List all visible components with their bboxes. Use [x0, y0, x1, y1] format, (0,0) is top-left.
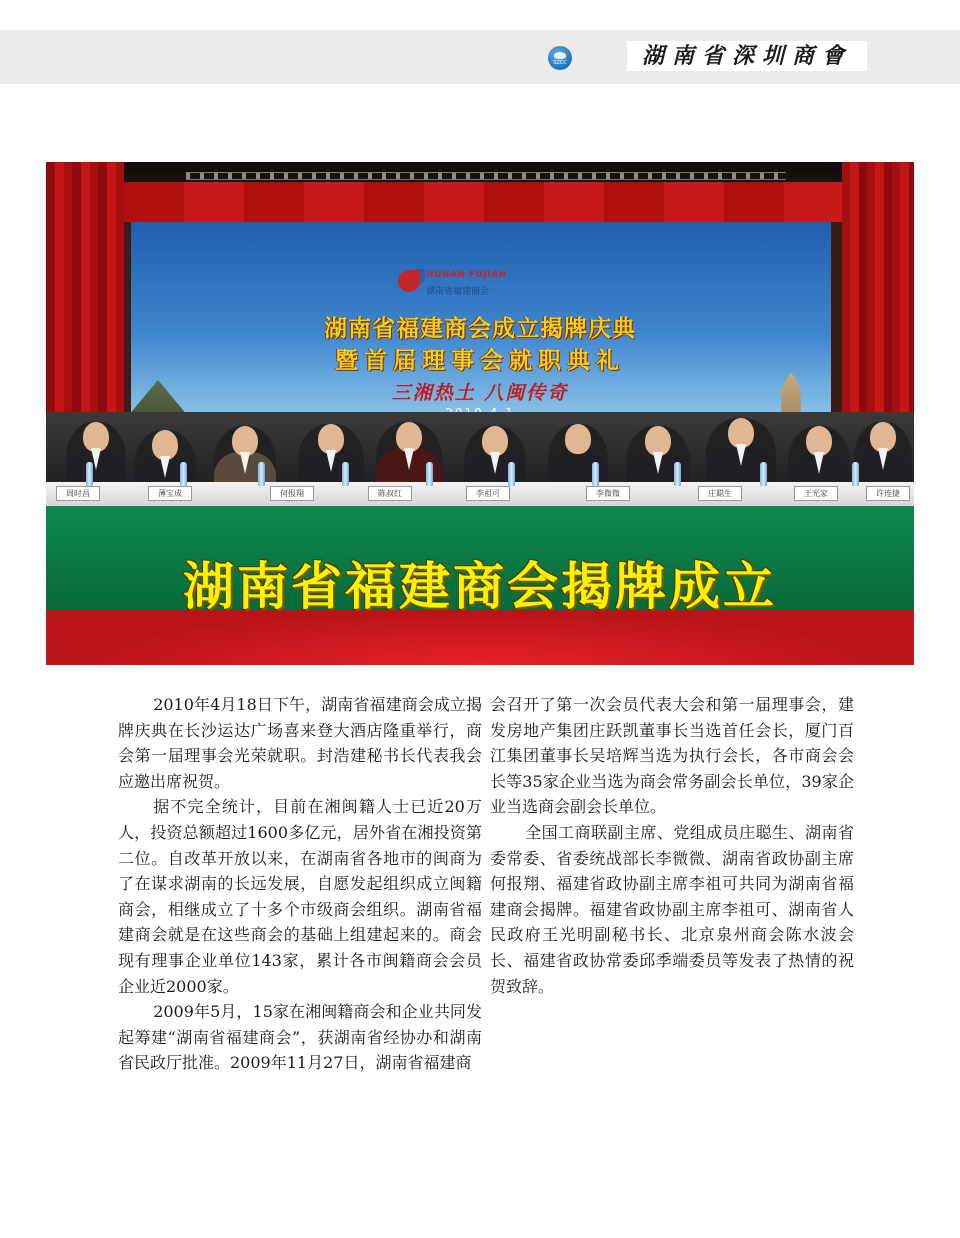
nameplate: 薄宝成 — [148, 486, 192, 501]
backdrop-logo-en: HUNAN FUJIAN — [426, 270, 507, 280]
article-column-left — [118, 692, 482, 1076]
water-bottle-icon — [180, 462, 187, 486]
paragraph: 全国工商联副主席、党组成员庄聪生、湖南省委常委、省委统战部长李微微、湖南省政协副主席何报翔、福建省政协副主席李祖可共同为湖南省福建商会揭牌。福建省政协副主席李祖可、湖南省人民政府王光明副秘书长、北京泉州商会陈水波会长、福建省政协常委邱季端委员等发表了热情的祝贺致辞。 — [490, 822, 854, 996]
nameplate: 庄聪生 — [698, 486, 742, 501]
water-bottle-icon — [508, 462, 515, 486]
water-bottle-icon — [86, 462, 93, 486]
article-headline: 湖南省福建商会揭牌成立 — [182, 558, 777, 617]
fujian-chamber-logo-icon — [398, 270, 420, 292]
chamber-logo-icon — [548, 46, 572, 70]
nameplate: 何报翔 — [270, 486, 314, 501]
paragraph: 2009年5月，15家在湘闽籍商会和企业共同发起筹建“湖南省福建商会”，获湖南省经协办和湖南省民政厅批准。2009年11月27日，湖南省福建商 — [118, 1002, 482, 1073]
article-column-right — [490, 692, 854, 999]
water-bottle-icon — [592, 462, 599, 486]
stage-pelmet — [124, 182, 842, 222]
nameplate: 周时昌 — [56, 486, 100, 501]
paragraph-continued: 会召开了第一次会员代表大会和第一届理事会，建发房地产集团庄跃凯董事长当选首任会长，厦门百江集团董事长吴培辉当选为执行会长，各市商会会长等35家企业当选为商会常务副会长单位，39家企业当选商会副会长单位。 — [490, 695, 854, 817]
backdrop-title-1: 湖南省福建商会成立揭牌庆典 — [324, 316, 636, 342]
magazine-title: 湖南省深圳商會 — [627, 41, 867, 71]
backdrop-logo-cn: 湖南省福建商会 — [426, 287, 490, 297]
backdrop-title-2: 暨首届理事会就职典礼 — [335, 348, 625, 374]
water-bottle-icon — [342, 462, 349, 486]
nameplate: 李祖可 — [466, 486, 510, 501]
water-bottle-icon — [426, 462, 433, 486]
nameplate: 陈叔红 — [368, 486, 412, 501]
water-bottle-icon — [852, 462, 859, 486]
lighting-truss — [186, 172, 786, 180]
paragraph: 据不完全统计，目前在湘闽籍人士已近20万人，投资总额超过1600多亿元，居外省在湘投资第二位。自改革开放以来，在湖南省各地市的闽商为了在谋求湖南的长远发展，自愿发起组织成立闽籍商会，相继成立了十多个市级商会组织。湖南省福建商会就是在这些商会的基础上组建起来的。商会现有理事企业单位143家，累计各市闽籍商会会员企业近2000家。 — [118, 797, 482, 996]
logo-text: SZCC — [553, 60, 567, 66]
nameplate: 王光家 — [794, 486, 838, 501]
backdrop-slogan: 三湘热土 八闽传奇 — [391, 382, 569, 404]
nameplate: 李微微 — [586, 486, 630, 501]
paragraph: 2010年4月18日下午，湖南省福建商会成立揭牌庆典在长沙运达广场喜来登大酒店隆重举行，商会第一届理事会光荣就职。封浩建秘书长代表我会应邀出席祝贺。 — [118, 695, 482, 791]
water-bottle-icon — [674, 462, 681, 486]
nameplate: 许连捷 — [866, 486, 910, 501]
water-bottle-icon — [760, 462, 767, 486]
water-bottle-icon — [258, 462, 265, 486]
